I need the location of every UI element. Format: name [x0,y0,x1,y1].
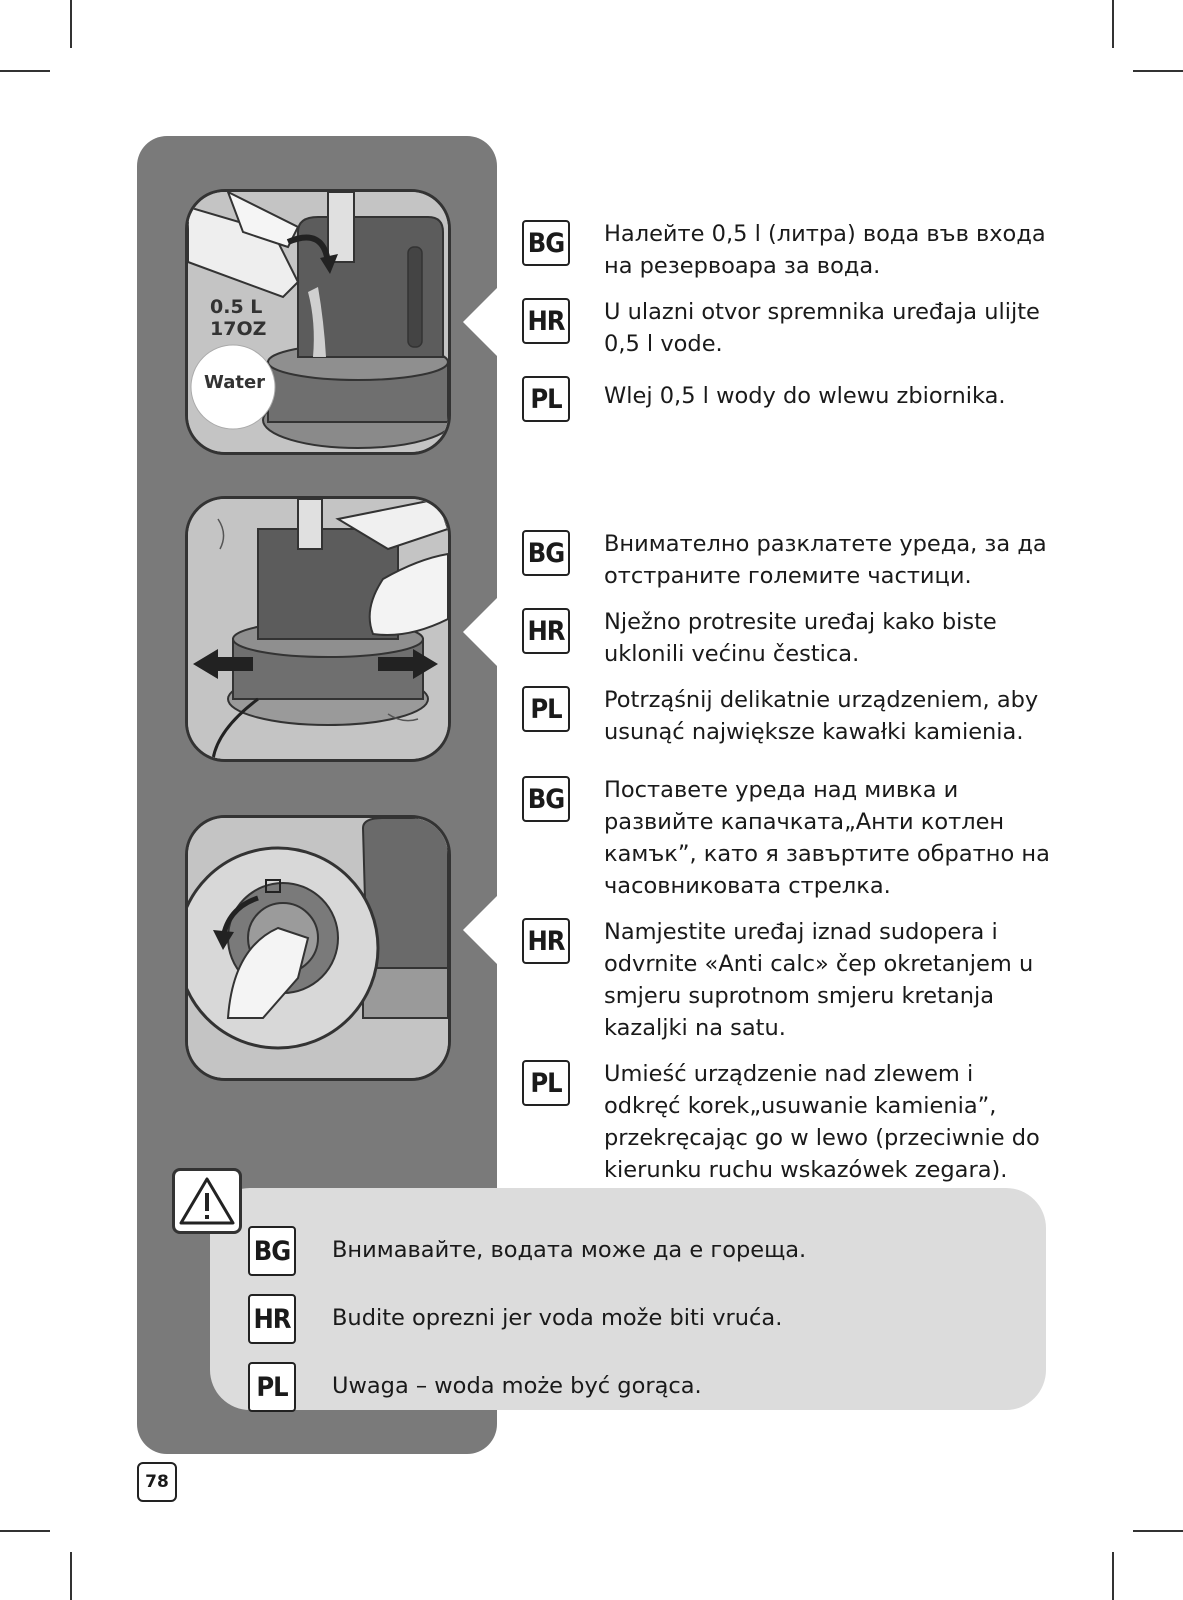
language-badge: BG [522,220,570,266]
warning-row [248,1224,1028,1276]
crop-mark [70,0,72,48]
language-badge: PL [522,1060,570,1106]
crop-mark [1112,0,1114,48]
instruction-row [522,916,1052,1044]
instruction-row [522,684,1052,748]
instruction-row [522,1058,1052,1186]
instruction-text: Namjestite uređaj iznad sudopera i odvrnite «Anti calc» čep okretanjem u smjeru suprotnom smjeru kretanja kazaljki na satu. [604,919,1034,1041]
pointer-notch [463,598,497,666]
instruction-text: Wlej 0,5 l wody do wlewu zbiornika. [604,383,1006,409]
ounce-label: 17OZ [210,318,267,340]
warning-text: Uwaga – woda może być gorąca. [332,1373,702,1399]
instruction-row [522,218,1052,282]
crop-mark [1112,1552,1114,1600]
illustration-fill-water [185,189,451,455]
language-badge: BG [248,1226,296,1276]
warning-triangle-icon [175,1171,239,1231]
instruction-row [522,606,1052,670]
instruction-text: Налейте 0,5 l (литра) вода във входа на резервоара за вода. [604,221,1046,279]
water-label: Water [204,372,266,393]
warning-row [248,1360,1028,1412]
illustration-unscrew-cap [185,815,451,1081]
instruction-text: Внимателно разклатете уреда, за да отстраните големите частици. [604,531,1047,589]
pointer-notch [463,896,497,964]
language-badge: HR [522,608,570,654]
language-badge: HR [248,1294,296,1344]
crop-mark [70,1552,72,1600]
pointer-notch [463,288,497,356]
language-badge: BG [522,776,570,822]
instruction-row [522,528,1052,592]
warning-row [248,1292,1028,1344]
language-badge: PL [248,1362,296,1412]
language-badge: HR [522,918,570,964]
warning-text: Внимавайте, водата може да е гореща. [332,1237,807,1263]
illustration-shake-device [185,496,451,762]
crop-mark [1133,70,1183,72]
language-badge: PL [522,376,570,422]
warning-triangle-icon [172,1168,242,1234]
step-shake-device [522,528,1052,762]
language-badge: HR [522,298,570,344]
instruction-text: Nježno protresite uređaj kako biste uklonili većinu čestica. [604,609,997,667]
instruction-text: U ulazni otvor spremnika uređaja ulijte 0,5 l vode. [604,299,1040,357]
step-fill-water [522,218,1052,436]
language-badge: BG [522,530,570,576]
unscrew-cap-illustration [188,818,448,1078]
instruction-row [522,774,1052,902]
language-badge: PL [522,686,570,732]
instruction-text: Umieść urządzenie nad zlewem i odkręć korek„usuwanie kamienia”, przekręcając go w lewo (przeciwnie do kierunku ruchu wskazówek zegara). [604,1061,1040,1183]
instruction-text: Potrząśnij delikatnie urządzeniem, aby usunąć największe kawałki kamienia. [604,687,1039,745]
page-number: 78 [137,1462,177,1502]
shake-device-illustration [188,499,448,759]
crop-mark [0,1530,50,1532]
crop-mark [0,70,50,72]
warning-text: Budite oprezni jer voda može biti vruća. [332,1305,783,1331]
instruction-text: Поставете уреда над мивка и развийте капачката„Анти котлен камък”, като я завъртите обратно на часовниковата стрелка. [604,777,1050,899]
warning-rows [248,1224,1028,1428]
crop-mark [1133,1530,1183,1532]
volume-label: 0.5 L [210,296,263,318]
instruction-row [522,374,1052,422]
instruction-row [522,296,1052,360]
step-unscrew-cap [522,774,1052,1200]
